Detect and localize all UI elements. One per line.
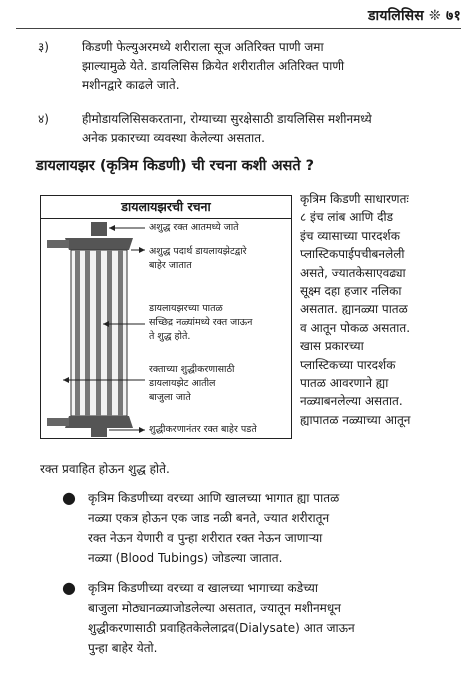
dialyzer-figure: [40, 195, 292, 439]
bullet-line: बाजुला मोठ्यानळ्याजोडलेल्या असतात, ज्यातून मशीनमधून: [88, 601, 341, 615]
bullet-line: नळ्या (Blood Tubings) जोडल्या जातात.: [88, 551, 283, 565]
bullet-line: कृत्रिम किडणीच्या वरच्या आणि खालच्या भागात ह्या पातळ: [88, 491, 340, 505]
para3-line-2: झाल्यामुळे येते. डायलिसिस क्रियेत शरीरातील अतिरिक्त पाणी: [82, 59, 345, 73]
callout-fiber-purify: डायलायझरच्या पातळ सच्छिद्र नळ्यांमध्ये रक्त जाऊन ते शुद्ध होते.: [149, 303, 253, 342]
para4-line-1: हीमोडायलिसिसकरताना, रोग्याच्या सुरक्षेसाठी डायलिसिस मशीनमध्ये: [82, 112, 372, 126]
side-line: नळ्याबनलेल्या असतात.: [300, 394, 403, 409]
callout-blood-in: अशुद्ध रक्त आतमध्ये जाते: [149, 222, 239, 233]
side-description: [300, 190, 462, 429]
side-line: ह्यापातळ नळ्याच्या आतून: [300, 412, 411, 427]
callout-blood-out: शुद्धीकरणानंतर रक्त बाहेर पडते: [149, 424, 257, 435]
side-line: व आतून पोकळ असतात.: [300, 320, 411, 335]
top-cap: [65, 238, 133, 250]
bullet-marker: ●: [62, 488, 76, 507]
side-line: प्लास्टिकच्या पारदर्शक: [300, 357, 396, 372]
bullet-line: कृत्रिम किडणीच्या वरच्या व खालच्या भागाच्या कडेच्या: [88, 581, 318, 595]
para4-line-2: अनेक प्रकारच्या व्यवस्था केलेल्या असतात.: [82, 131, 265, 145]
paragraph-4: [40, 110, 460, 148]
side-line: पातळ आवरणाने ह्या: [300, 376, 389, 391]
dialysate-outlet-port: [47, 240, 69, 248]
page-header: डायलिसिस ❊ ७१: [368, 8, 461, 24]
side-line: ८ इंच लांब आणि दीड: [300, 210, 394, 225]
callout-waste-out: अशुद्ध पदार्थ डायलायझेटद्वारे बाहेर जातात: [149, 246, 247, 271]
side-line: सूक्ष्म दहा हजार नलिका: [300, 284, 402, 299]
section-heading: डायलायझर (कृत्रिम किडणी) ची रचना कशी असते ?: [36, 158, 315, 174]
bullet-line: पुन्हा बाहेर येतो.: [88, 641, 158, 655]
continuation-line: रक्त प्रवाहित होऊन शुद्ध होते.: [40, 462, 170, 476]
bullet-item: [62, 578, 468, 658]
para3-line-1: किडणी फेल्युअरमध्ये शरीराला सूज अतिरिक्त पाणी जमा: [82, 40, 324, 54]
bullet-line: रक्त नेऊन येणारी व पुन्हा शरीरात रक्त नेऊन जाणाऱ्या: [88, 531, 323, 545]
blood-inlet-port: [91, 222, 107, 236]
side-line: इंच व्यासाच्या पारदर्शक: [300, 228, 400, 243]
bullet-line: नळ्या एकत्र होऊन एक जाड नळी बनते, ज्यात शरीरातून: [88, 511, 330, 525]
side-line: खास प्रकारच्या: [300, 339, 364, 354]
blood-outlet-port: [91, 428, 107, 437]
item-number: ३): [38, 40, 49, 54]
callout-dialysate-in: रक्ताच्या शुद्धीकरणासाठी डायलायझेट आतील बाजुला जाते: [149, 364, 235, 403]
paragraph-3: [40, 38, 460, 95]
item-number: ४): [38, 112, 49, 126]
dialysate-inlet-port: [47, 418, 69, 426]
bullet-marker: ●: [62, 578, 76, 597]
side-line: असतात. ह्यानळ्या पातळ: [300, 302, 408, 317]
side-line: प्लास्टिकपाईपचीबनलेली: [300, 247, 405, 262]
bullet-item: [62, 488, 468, 568]
header-rule: [16, 28, 461, 29]
side-line: कृत्रिम किडणी साधारणतः: [300, 192, 409, 206]
para3-line-3: मशीनद्वारे काढले जाते.: [82, 78, 180, 92]
figure-title: डायलायझरची रचना: [41, 196, 291, 219]
side-line: असते, ज्यातकेसाएवढ्या: [300, 265, 406, 280]
bullet-line: शुद्धीकरणासाठी प्रवाहितकेलेलाद्रव(Dialysate) आत जाऊन: [88, 621, 355, 635]
bottom-cap: [65, 416, 133, 428]
